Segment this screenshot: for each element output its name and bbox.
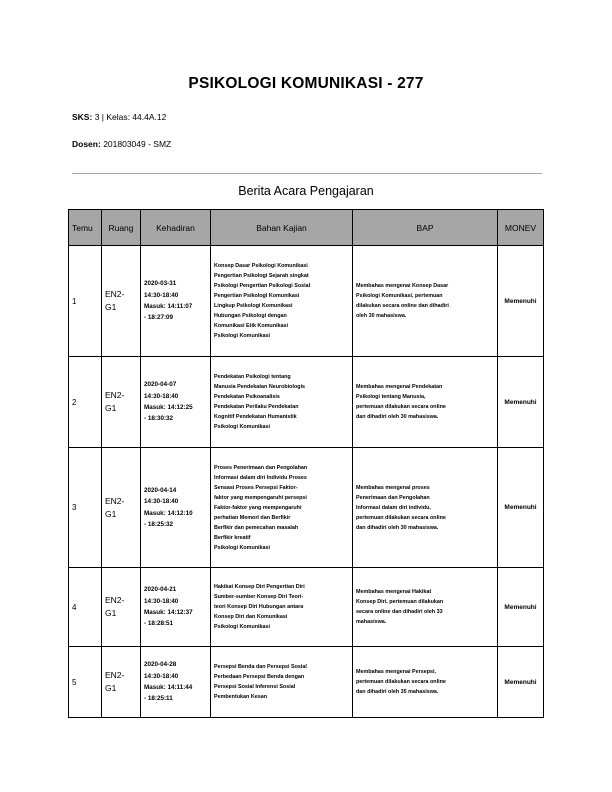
cell-kehadiran: 2020-04-07 14:30-18:40 Masuk: 14:12:25 - 18:30:32 xyxy=(141,357,211,448)
cell-monev: Memenuhi xyxy=(498,568,544,647)
cell-bap: Membahas mengenai Konsep Dasar Psikologi Komunikasi, pertemuan dilakukan secara online dan dihadiri oleh 30 mahasiswa. xyxy=(353,246,498,357)
divider xyxy=(72,173,542,174)
cell-bahan-kajian: Proses Penerimaan dan Pengolahan Informasi dalam diri Individu Proses Sensasi Proses Persepsi Faktor- faktor yang mempengaruhi persepsi Faktor-faktor yang mempengaruhi perhatian Memori dan Berfikir Berfikir dan pemecahan masalah Berfikir kreatif Psikologi Komunikasi xyxy=(211,448,353,568)
cell-ruang: EN2- G1 xyxy=(102,448,141,568)
col-bahan-kajian: Bahan Kajian xyxy=(211,210,353,246)
cell-bahan-kajian: Persepsi Benda dan Persepsi Sosial Perbedaan Persepsi Benda dengan Persepsi Sosial Inferensi Sosial Pembentukan Kesan xyxy=(211,647,353,718)
bap-table xyxy=(68,209,544,718)
dosen-line xyxy=(72,139,171,149)
cell-ruang: EN2- G1 xyxy=(102,357,141,448)
dosen-value: 201803049 - SMZ xyxy=(103,139,172,149)
cell-bap: Membahas mengenai Hakikat Konsep Diri, pertemuan dilakukan secara online dan dihadiri oleh 33 mahasiswa. xyxy=(353,568,498,647)
cell-kehadiran: 2020-04-14 14:30-18:40 Masuk: 14:12:10 - 18:25:32 xyxy=(141,448,211,568)
cell-temu: 3 xyxy=(69,448,102,568)
cell-monev: Memenuhi xyxy=(498,448,544,568)
cell-monev: Memenuhi xyxy=(498,647,544,718)
cell-bahan-kajian: Konsep Dasar Psikologi Komunikasi Pengertian Psikologi Sejarah singkat Psikologi Pengertian Psikologi Sosial Pengertian Psikologi Komunikasi Lingkup Psikologi Komunikasi Hubungan Psikologi dengan Komunikasi Etik Komunikasi Psikologi Komunikasi xyxy=(211,246,353,357)
table-row xyxy=(69,647,544,718)
table-row xyxy=(69,357,544,448)
cell-ruang: EN2- G1 xyxy=(102,246,141,357)
cell-monev: Memenuhi xyxy=(498,357,544,448)
cell-temu: 5 xyxy=(69,647,102,718)
cell-bap: Membahas mengenai proses Penerimaan dan Pengolahan Informasi dalam diri individu, pertemuan dilakukan secara online dan dihadiri oleh 30 mahasiswa. xyxy=(353,448,498,568)
cell-ruang: EN2- G1 xyxy=(102,647,141,718)
sks-line xyxy=(72,112,166,122)
table-row xyxy=(69,246,544,357)
table-row xyxy=(69,568,544,647)
sks-value: 3 | Kelas: 44.4A.12 xyxy=(94,112,167,122)
cell-kehadiran: 2020-04-28 14:30-18:40 Masuk: 14:11:44 - 18:25:11 xyxy=(141,647,211,718)
section-title: Berita Acara Pengajaran xyxy=(238,184,374,198)
cell-temu: 4 xyxy=(69,568,102,647)
col-ruang: Ruang xyxy=(102,210,141,246)
table-header-row xyxy=(69,210,544,246)
cell-temu: 1 xyxy=(69,246,102,357)
col-monev: MONEV xyxy=(498,210,544,246)
cell-bahan-kajian: Pendekatan Psikologi tentang Manusia Pendekatan Neurobiologis Pendekatan Psikoanalisis Pendekatan Perilaku Pendekatan Kognitif Pendekatan Humanistik Psikologi Komunikasi xyxy=(211,357,353,448)
cell-ruang: EN2- G1 xyxy=(102,568,141,647)
cell-kehadiran: 2020-04-21 14:30-18:40 Masuk: 14:12:37 - 18:28:51 xyxy=(141,568,211,647)
cell-bap: Membahas mengenai Pendekatan Psikologi tentang Manusia, pertemuan dilakukan secara online dan dihadiri oleh 30 mahasiswa. xyxy=(353,357,498,448)
cell-bap: Membahas mengenai Persepsi, pertemuan dilakukan secara online dan dihadiri oleh 35 mahasiswa. xyxy=(353,647,498,718)
cell-kehadiran: 2020-03-31 14:30-18:40 Masuk: 14:11:07 - 18:27:09 xyxy=(141,246,211,357)
col-bap: BAP xyxy=(353,210,498,246)
cell-bahan-kajian: Hakikat Konsep Diri Pengertian Diri Sumber-sumber Konsep Diri Teori- teori Konsep Diri Hubungan antara Konsep Diri dan Komunikasi Psikologi Komunikasi xyxy=(211,568,353,647)
col-kehadiran: Kehadiran xyxy=(141,210,211,246)
cell-temu: 2 xyxy=(69,357,102,448)
document-title: PSIKOLOGI KOMUNIKASI - 277 xyxy=(188,75,424,92)
dosen-label: Dosen: xyxy=(72,139,101,149)
cell-monev: Memenuhi xyxy=(498,246,544,357)
table-row xyxy=(69,448,544,568)
sks-label: SKS: xyxy=(72,112,93,122)
col-temu: Temu xyxy=(69,210,102,246)
